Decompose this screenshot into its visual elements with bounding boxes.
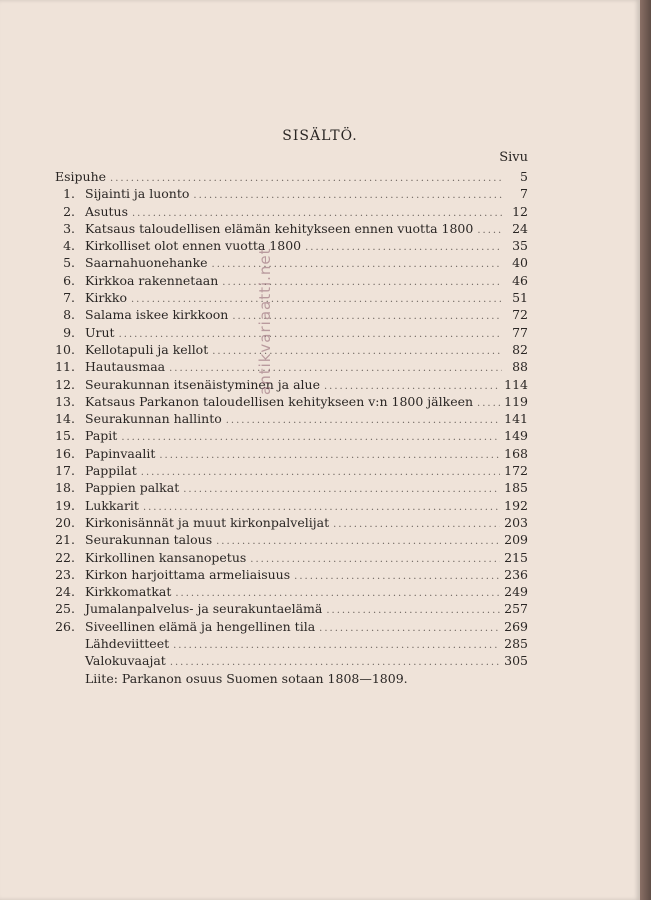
toc-entry-title: Kirkolliset olot ennen vuotta 1800 (85, 238, 302, 254)
toc-entry (55, 393, 528, 410)
toc-entry (55, 583, 528, 600)
toc-entry-page: 12 (512, 203, 528, 219)
toc-entry-number: 15. (55, 428, 75, 444)
toc-entry-page: 24 (512, 220, 528, 236)
toc-entry-page: 192 (504, 497, 528, 513)
table-of-contents (55, 168, 528, 687)
toc-entry-title: Kirkko (85, 290, 127, 306)
toc-entry-number: 23. (55, 566, 75, 582)
toc-entry (55, 514, 528, 531)
toc-entry-page: 7 (520, 186, 528, 202)
toc-entry-title: Katsaus taloudellisen elämän kehitykseen ennen vuotta 1800 (85, 220, 474, 236)
toc-entry-title: Seurakunnan talous (85, 532, 213, 548)
toc-entry (55, 185, 528, 202)
toc-entry-number: 19. (55, 497, 75, 513)
toc-entry-title: Saarnahuonehanke (85, 255, 208, 271)
toc-entry-title: Kirkon harjoittama armeliaisuus (85, 566, 291, 582)
toc-entry-number: 18. (55, 480, 75, 496)
toc-entry-number: 3. (63, 220, 75, 236)
toc-entry-page: 215 (504, 549, 528, 565)
toc-entry (55, 324, 528, 341)
toc-entry (55, 289, 528, 306)
toc-entry (55, 618, 528, 635)
toc-entry-number: 5. (63, 255, 75, 271)
toc-entry (55, 566, 528, 583)
toc-entry-number: 8. (63, 307, 75, 323)
toc-entry-title: Valokuvaajat (85, 653, 166, 669)
appendix-line: Liite: Parkanon osuus Suomen sotaan 1808—1809. (85, 670, 408, 686)
toc-entry-title: Jumalanpalvelus- ja seurakuntaelämä (85, 601, 323, 617)
toc-entry-page: 40 (512, 255, 528, 271)
toc-entry-title: Sijainti ja luonto (85, 186, 190, 202)
toc-entry-number: 17. (55, 463, 75, 479)
toc-entry (55, 376, 528, 393)
toc-entry-title: Papinvaalit (85, 445, 156, 461)
toc-entry-page: 305 (504, 653, 528, 669)
toc-entry-page: 5 (520, 169, 528, 184)
toc-entry-number: 1. (63, 186, 75, 202)
toc-entry-title: Katsaus Parkanon taloudellisen kehitykseen v:n 1800 jälkeen (85, 393, 474, 409)
toc-entry-title: Asutus (85, 203, 128, 219)
toc-entry-title: Kirkonisännät ja muut kirkonpalvelijat (85, 514, 330, 530)
toc-entry (55, 549, 528, 566)
toc-entry (55, 462, 528, 479)
toc-entry-page: 141 (504, 411, 528, 427)
toc-entry-number: 12. (55, 376, 75, 392)
toc-entry-number: 14. (55, 411, 75, 427)
toc-entry-title: Lähdeviitteet (85, 636, 170, 652)
toc-entry (55, 254, 528, 271)
toc-entry-number: 11. (55, 359, 75, 375)
toc-entry-number: 22. (55, 549, 75, 565)
toc-entry-page: 257 (504, 601, 528, 617)
toc-entry-page: 119 (504, 393, 528, 409)
toc-entry-title: Esipuhe (55, 169, 107, 184)
toc-entry-number: 9. (63, 324, 75, 340)
toc-entry-page: 269 (504, 618, 528, 634)
toc-entry-number: 26. (55, 618, 75, 634)
toc-entry (55, 203, 528, 220)
toc-entry-number: 2. (63, 203, 75, 219)
toc-entry-title: Pappien palkat (85, 480, 180, 496)
toc-entry-title: Urut (85, 324, 115, 340)
toc-entry-number: 16. (55, 445, 75, 461)
toc-entry-title: Seurakunnan hallinto (85, 411, 222, 427)
toc-entry-title: Kirkollinen kansanopetus (85, 549, 247, 565)
toc-entry-number: 7. (63, 290, 75, 306)
toc-entry-page: 236 (504, 566, 528, 582)
toc-entry-page: 77 (512, 324, 528, 340)
toc-entry-number: 6. (63, 272, 75, 288)
toc-entry-number: 20. (55, 514, 75, 530)
toc-entry-title: Hautausmaa (85, 359, 166, 375)
toc-entry-page: 88 (512, 359, 528, 375)
toc-entry-page: 114 (504, 376, 528, 392)
toc-entry (55, 652, 528, 669)
toc-entry-number: 13. (55, 393, 75, 409)
toc-entry-number: 4. (63, 238, 75, 254)
toc-entry (55, 410, 528, 427)
toc-entry (55, 635, 528, 652)
toc-entry-page: 149 (504, 428, 528, 444)
toc-entry-page: 249 (504, 584, 528, 600)
toc-entry (55, 497, 528, 514)
toc-entry-number: 24. (55, 584, 75, 600)
toc-entry (55, 306, 528, 323)
toc-entry-number: 10. (55, 341, 75, 357)
toc-entry-number: 21. (55, 532, 75, 548)
toc-entry (55, 168, 528, 185)
toc-entry-number: 25. (55, 601, 75, 617)
toc-entry-title: Papit (85, 428, 118, 444)
toc-entry (55, 237, 528, 254)
toc-entry (55, 479, 528, 496)
book-edge (640, 0, 651, 900)
toc-entry-title: Seurakunnan itsenäistyminen ja alue (85, 376, 320, 392)
toc-entry-page: 203 (504, 514, 528, 530)
toc-entry-title: Kellotapuli ja kellot (85, 341, 209, 357)
page-title: SISÄLTÖ. (282, 128, 358, 144)
toc-entry-page: 72 (512, 307, 528, 323)
toc-entry-title: Kirkkoa rakennetaan (85, 272, 219, 288)
toc-entry (55, 427, 528, 444)
toc-entry (55, 531, 528, 548)
toc-entry-page: 172 (504, 463, 528, 479)
toc-entry (55, 220, 528, 237)
watermark: antikvariaatti.net (256, 247, 274, 395)
toc-entry-page: 82 (512, 341, 528, 357)
toc-entry-title: Kirkkomatkat (85, 584, 172, 600)
page-column-header: Sivu (499, 150, 528, 165)
toc-entry (55, 272, 528, 289)
toc-entry (55, 600, 528, 617)
toc-entry-page: 51 (512, 290, 528, 306)
toc-entry-title: Pappilat (85, 463, 137, 479)
toc-entry (55, 445, 528, 462)
toc-entry-page: 168 (504, 445, 528, 461)
toc-entry-page: 209 (504, 532, 528, 548)
toc-entry-page: 46 (512, 272, 528, 288)
toc-entry-title: Lukkarit (85, 497, 139, 513)
toc-entry-title: Siveellinen elämä ja hengellinen tila (85, 618, 316, 634)
toc-entry-page: 285 (504, 636, 528, 652)
toc-entry-title: Salama iskee kirkkoon (85, 307, 229, 323)
toc-entry (55, 341, 528, 358)
toc-entry-page: 35 (512, 238, 528, 254)
toc-entry-page: 185 (504, 480, 528, 496)
toc-entry (55, 358, 528, 375)
